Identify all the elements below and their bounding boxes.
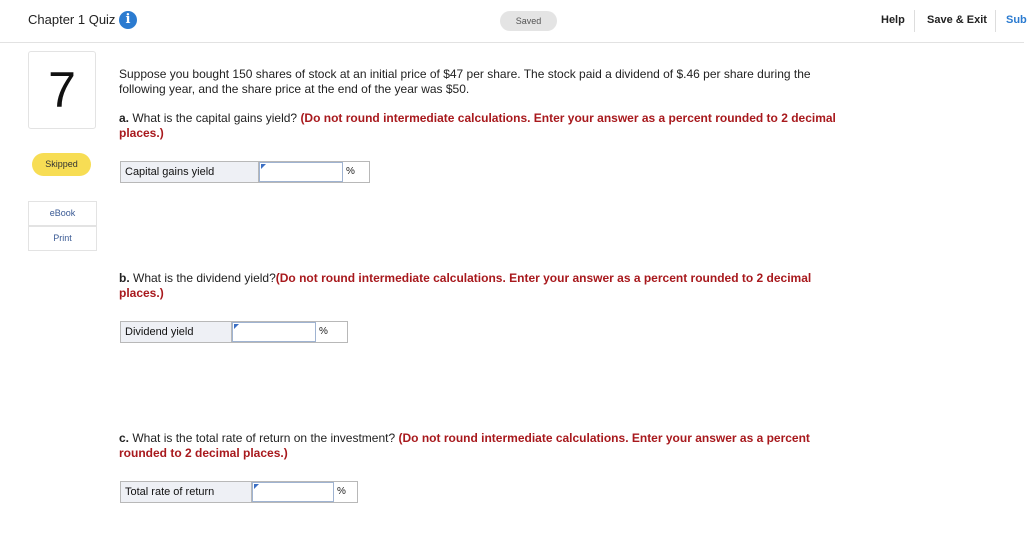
part-a-text: What is the capital gains yield? [129, 111, 301, 125]
question-intro [119, 67, 879, 97]
capital-gains-yield-row [120, 161, 370, 183]
part-a-instruction: (Do not round intermediate calculations. Enter your answer as a percent rounded to 2 decimal [300, 111, 836, 125]
total-rate-of-return-row [120, 481, 358, 503]
capital-gains-yield-label: Capital gains yield [121, 162, 259, 182]
part-a-instruction-cont: places.) [119, 126, 164, 140]
top-bar [0, 0, 1027, 43]
part-a-prompt [119, 111, 879, 141]
print-button[interactable]: Print [28, 226, 97, 251]
header-divider [914, 10, 915, 32]
part-b-prefix: b. [119, 271, 130, 285]
ebook-button[interactable]: eBook [28, 201, 97, 226]
part-b-instruction-cont: places.) [119, 286, 164, 300]
percent-unit: % [337, 486, 346, 497]
info-icon[interactable]: i [119, 11, 137, 29]
dividend-yield-row [120, 321, 348, 343]
part-a-prefix: a. [119, 111, 130, 125]
saved-status-badge: Saved [500, 11, 557, 31]
question-intro-line: following year, and the share price at the end of the year was $50. [119, 82, 470, 96]
capital-gains-yield-input[interactable] [259, 162, 343, 182]
question-number: 7 [48, 62, 76, 118]
question-number-box [28, 51, 96, 129]
percent-unit: % [319, 326, 328, 337]
help-link[interactable]: Help [881, 14, 905, 26]
header-divider [995, 10, 996, 32]
part-c-instruction-cont: rounded to 2 decimal places.) [119, 446, 288, 460]
part-c-prompt [119, 431, 879, 461]
quiz-title: Chapter 1 Quiz [28, 12, 116, 27]
submit-link[interactable]: Sub [1006, 14, 1027, 26]
question-intro-line: Suppose you bought 150 shares of stock at an initial price of $47 per share. The stock paid a dividend of $.46 per share during the [119, 67, 811, 81]
save-exit-link[interactable]: Save & Exit [927, 14, 987, 26]
part-c-text: What is the total rate of return on the investment? [129, 431, 399, 445]
part-b-prompt [119, 271, 879, 301]
total-rate-of-return-label: Total rate of return [121, 482, 252, 502]
part-b-instruction: (Do not round intermediate calculations. Enter your answer as a percent rounded to 2 decimal [275, 271, 812, 285]
part-b-text: What is the dividend yield? [129, 271, 276, 285]
skipped-status-badge: Skipped [32, 153, 91, 176]
percent-unit: % [346, 166, 355, 177]
dividend-yield-input[interactable] [232, 322, 316, 342]
total-rate-of-return-input[interactable] [252, 482, 334, 502]
part-c-instruction: (Do not round intermediate calculations. Enter your answer as a percent [398, 431, 810, 445]
part-c-prefix: c. [119, 431, 130, 445]
dividend-yield-label: Dividend yield [121, 322, 232, 342]
